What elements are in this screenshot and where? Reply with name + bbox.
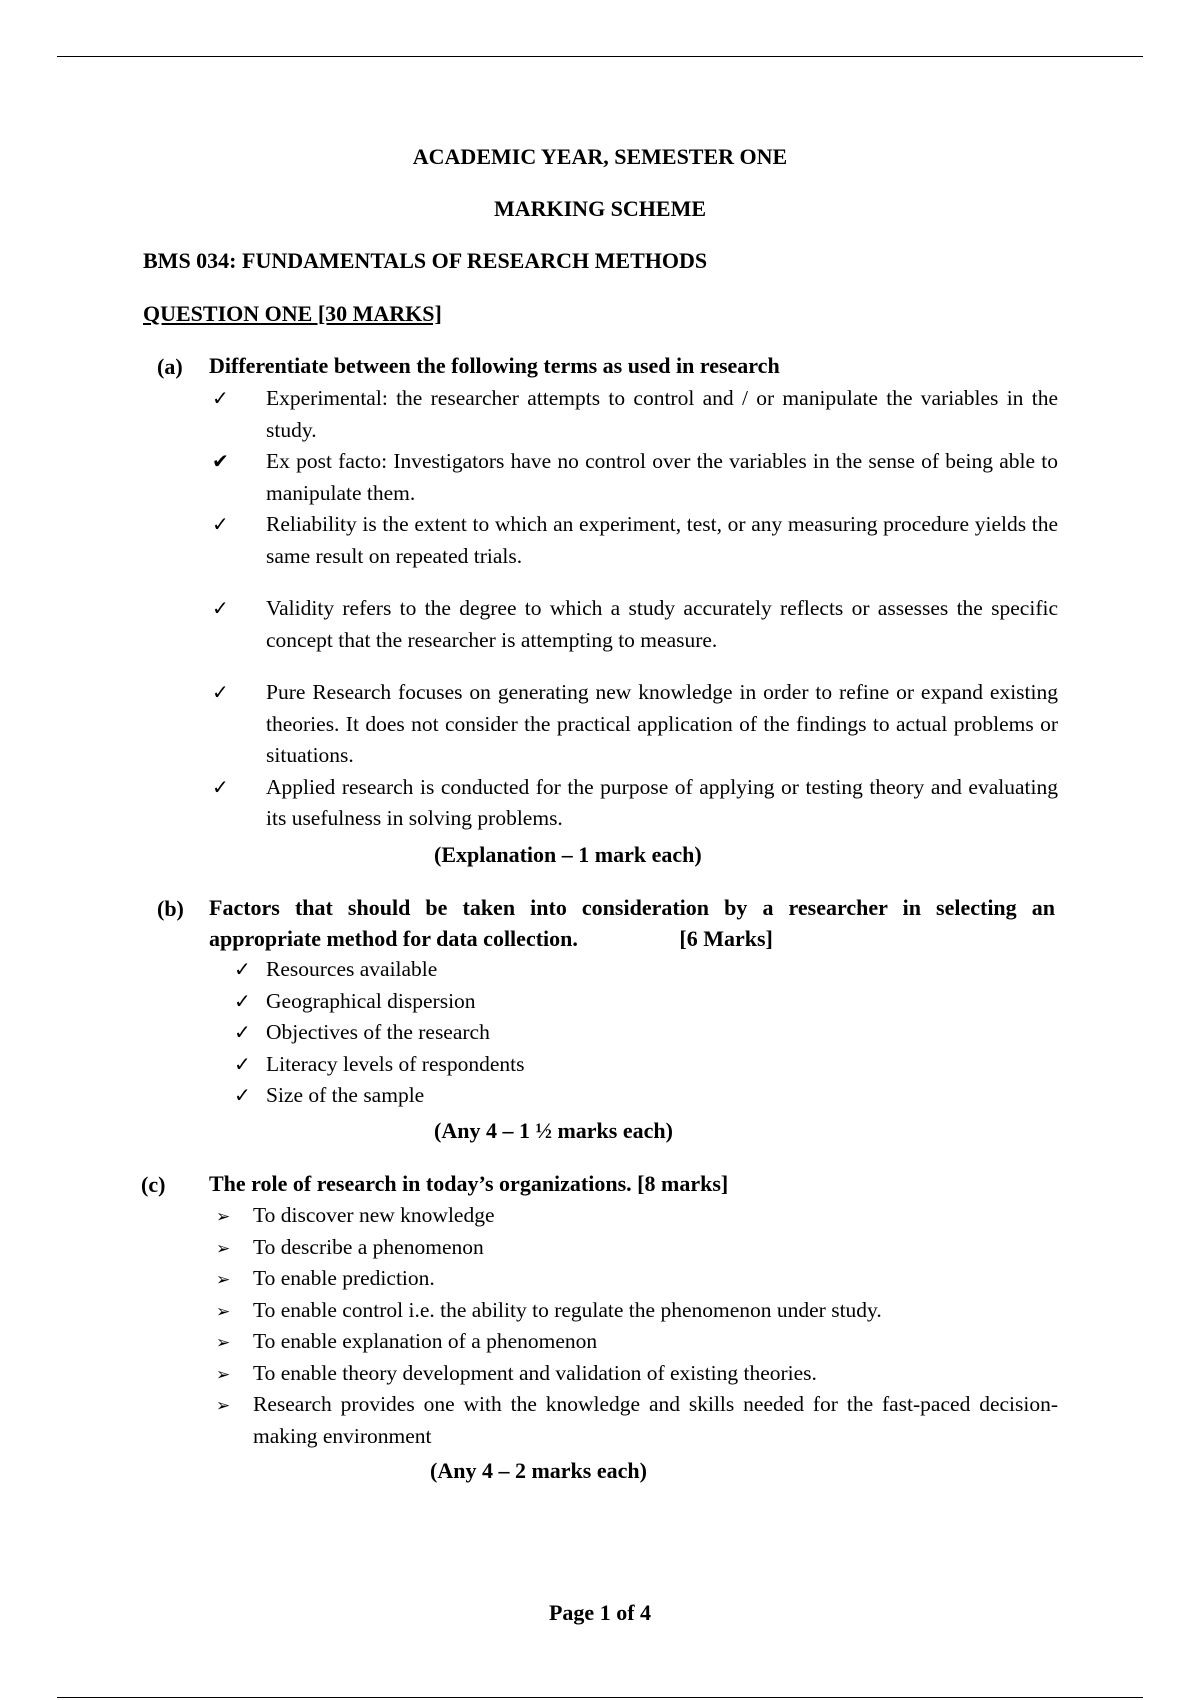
part-b-list: [212, 954, 1058, 1112]
list-item: ➢ To enable theory development and validation of existing theories.: [216, 1358, 1058, 1390]
list-item: ✓ Validity refers to the degree to which a study accurately reflects or assesses the specific concept that the researcher is attempting to measure.: [212, 593, 1058, 656]
list-item: ✓ Geographical dispersion: [212, 986, 1058, 1018]
arrowhead-icon: ➢: [216, 1333, 231, 1353]
course-title: BMS 034: FUNDAMENTALS OF RESEARCH METHODS: [143, 248, 708, 273]
list-item: ✔ Ex post facto: Investigators have no control over the variables in the sense of being able to manipulate them.: [212, 446, 1058, 509]
arrowhead-icon: ➢: [216, 1364, 231, 1385]
check-icon: ✓: [212, 512, 229, 536]
part-a-label: (a): [157, 354, 183, 379]
list-item: ✓ Literacy levels of respondents: [212, 1049, 1058, 1081]
arrowhead-icon: ➢: [216, 1207, 231, 1227]
part-b-label: (b): [157, 896, 184, 921]
check-icon: ✓: [212, 774, 229, 799]
part-a-title: Differentiate between the following terms as used in research: [209, 353, 780, 378]
list-item: ✓ Experimental: the researcher attempts to control and / or manipulate the variables in the study.: [212, 383, 1058, 446]
list-item: ➢ To describe a phenomenon: [216, 1232, 1058, 1264]
academic-year-title: ACADEMIC YEAR, SEMESTER ONE: [412, 144, 788, 169]
list-item: ➢ To discover new knowledge: [216, 1200, 1058, 1232]
part-b-marks-note: (Any 4 – 1 ½ marks each): [434, 1118, 673, 1143]
list-item: ✓ Size of the sample: [212, 1080, 1058, 1112]
marking-scheme-title: MARKING SCHEME: [493, 196, 707, 221]
part-c-marks-note: (Any 4 – 2 marks each): [430, 1458, 647, 1483]
part-a-list: [212, 383, 1058, 835]
list-item: ✓ Reliability is the extent to which an experiment, test, or any measuring procedure yields the same result on repeated trials.: [212, 509, 1058, 572]
list-item: ➢ To enable prediction.: [216, 1263, 1058, 1295]
part-b-title: Factors that should be taken into consideration by a researcher in selecting an appropriate method for data collection. [6 Marks]: [209, 895, 1055, 951]
arrowhead-icon: ➢: [216, 1301, 231, 1322]
question-heading: QUESTION ONE [30 MARKS]: [143, 301, 442, 326]
part-c-label: (c): [141, 1172, 166, 1197]
part-b-marks: [6 Marks]: [679, 926, 773, 951]
arrowhead-icon: ➢: [216, 1270, 231, 1290]
arrowhead-icon: ➢: [216, 1238, 231, 1259]
check-icon: ✓: [234, 1083, 251, 1107]
part-c-list: [216, 1200, 1058, 1452]
part-a-marks-note: (Explanation – 1 mark each): [434, 842, 702, 867]
check-icon: ✓: [234, 988, 251, 1013]
bottom-rule: [57, 1697, 1143, 1698]
list-item: ➢ Research provides one with the knowledge and skills needed for the fast-paced decision-making environment: [216, 1392, 1058, 1448]
check-icon: ✓: [212, 596, 229, 620]
top-rule: [57, 56, 1143, 57]
list-item: ✓ Resources available: [212, 954, 1058, 986]
check-icon: ✔: [212, 449, 229, 473]
check-icon: ✓: [234, 1020, 251, 1044]
check-icon: ✓: [234, 1051, 251, 1076]
check-icon: ✓: [234, 957, 251, 981]
part-c-title: The role of research in today’s organizations. [8 marks]: [209, 1171, 729, 1196]
list-item: ➢ To enable control i.e. the ability to regulate the phenomenon under study.: [216, 1295, 1058, 1327]
list-item: ✓ Pure Research focuses on generating new knowledge in order to refine or expand existing theories. It does not consider the practical application of the findings to actual problems or situations.: [212, 677, 1058, 772]
list-item: ✓ Objectives of the research: [212, 1017, 1058, 1049]
list-item: ✓ Applied research is conducted for the purpose of applying or testing theory and evaluating its usefulness in solving problems.: [212, 772, 1058, 835]
list-item: ➢ To enable explanation of a phenomenon: [216, 1326, 1058, 1358]
check-icon: ✓: [212, 680, 229, 704]
page-number: Page 1 of 4: [548, 1600, 652, 1625]
check-icon: ✓: [212, 386, 229, 410]
arrowhead-icon: ➢: [216, 1396, 231, 1416]
